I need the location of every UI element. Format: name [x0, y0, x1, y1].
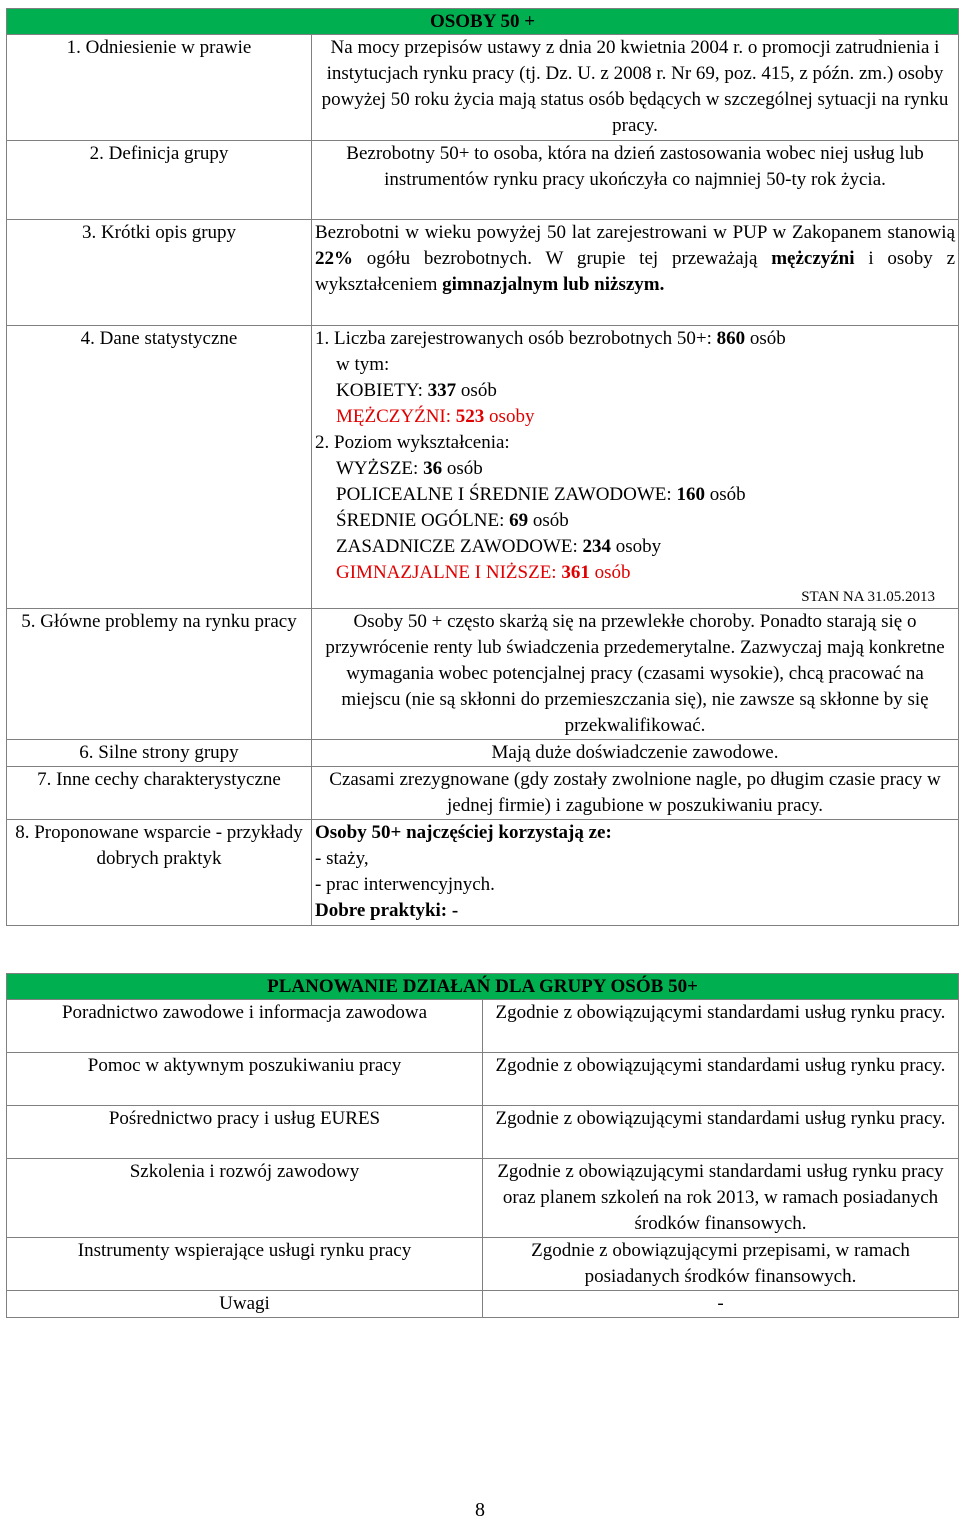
plan-label-eures: Pośrednictwo pracy i usług EURES: [7, 1106, 483, 1159]
plan-text-job-search-help: Zgodnie z obowiązującymi standardami usług rynku pracy.: [483, 1053, 959, 1106]
education-highlight: gimnazjalnym lub niższym.: [442, 274, 665, 295]
planning-title: PLANOWANIE DZIAŁAŃ DLA GRUPY OSÓB 50+: [7, 974, 959, 1000]
section-title: OSOBY 50 +: [7, 9, 959, 35]
support-heading: Osoby 50+ najczęściej korzystają ze:: [315, 822, 612, 843]
w-tym-label: w tym:: [336, 354, 390, 375]
edu-row-post-secondary: POLICEALNE I ŚREDNIE ZAWODOWE: 160 osób: [336, 484, 746, 505]
plan-label-career-counselling: Poradnictwo zawodowe i informacja zawodowa: [7, 1000, 483, 1053]
row-label-strengths: 6. Silne strony grupy: [7, 740, 312, 767]
page-number: 8: [475, 1499, 485, 1521]
other-traits-text: Czasami zrezygnowane (gdy zostały zwolnione nagle, po długim czasie pracy w jednej firmie) i zagubione w poszukiwaniu pracy.: [312, 767, 959, 820]
plan-label-instruments: Instrumenty wspierające usługi rynku pracy: [7, 1238, 483, 1291]
row-label-group-description: 3. Krótki opis grupy: [7, 220, 312, 326]
education-header: 2. Poziom wykształcenia:: [315, 432, 510, 453]
edu-row-lower-secondary: GIMNAZJALNE I NIŻSZE: 361 osób: [336, 562, 631, 583]
men-highlight: mężczyźni: [771, 248, 855, 269]
row-label-group-definition: 2. Definicja grupy: [7, 141, 312, 220]
statistics-cell: [312, 326, 959, 609]
legal-basis-text: Na mocy przepisów ustawy z dnia 20 kwietnia 2004 r. o promocji zatrudnienia i instytucjach rynku pracy (tj. Dz. U. z 2008 r. Nr 69, poz. 415, z późn. zm.) osoby powyżej 50 roku życia mają status osób będących w szczególnej sytuacji na rynku pracy.: [312, 35, 959, 141]
good-practices: Dobre praktyki: -: [315, 900, 459, 921]
edu-row-general-secondary: ŚREDNIE OGÓLNE: 69 osób: [336, 510, 569, 531]
plan-text-instruments: Zgodnie z obowiązującymi przepisami, w ramach posiadanych środków finansowych.: [483, 1238, 959, 1291]
edu-row-higher: WYŻSZE: 36 osób: [336, 458, 483, 479]
men-count: MĘŻCZYŹNI: 523 osoby: [336, 406, 535, 427]
percentage-value: 22%: [315, 248, 353, 269]
status-date: STAN NA 31.05.2013: [801, 589, 936, 605]
plan-label-training: Szkolenia i rozwój zawodowy: [7, 1159, 483, 1238]
support-item-intervention-work: - prac interwencyjnych.: [315, 874, 495, 895]
plan-label-job-search-help: Pomoc w aktywnym poszukiwaniu pracy: [7, 1053, 483, 1106]
row-label-main-problems: 5. Główne problemy na rynku pracy: [7, 609, 312, 740]
group-profile-table: [6, 8, 959, 926]
strengths-text: Mają duże doświadczenie zawodowe.: [312, 740, 959, 767]
support-item-internships: - staży,: [315, 848, 369, 869]
plan-label-remarks: Uwagi: [7, 1291, 483, 1318]
proposed-support-cell: [312, 820, 959, 926]
plan-text-training: Zgodnie z obowiązującymi standardami usług rynku pracy oraz planem szkoleń na rok 2013, w ramach posiadanych środków finansowych.: [483, 1159, 959, 1238]
women-count: KOBIETY: 337 osób: [336, 380, 497, 401]
row-label-statistics: 4. Dane statystyczne: [7, 326, 312, 609]
plan-text-eures: Zgodnie z obowiązującymi standardami usług rynku pracy.: [483, 1106, 959, 1159]
registered-total: 1. Liczba zarejestrowanych osób bezrobotnych 50+: 860 osób: [315, 328, 786, 349]
group-description-text: Bezrobotni w wieku powyżej 50 lat zarejestrowani w PUP w Zakopanem stanowią 22% ogółu bezrobotnych. W grupie tej przeważają mężczyźni i osoby z wykształceniem gimnazjalnym lub niższym.: [312, 220, 959, 326]
row-label-proposed-support: 8. Proponowane wsparcie - przykłady dobrych praktyk: [7, 820, 312, 926]
row-label-other-traits: 7. Inne cechy charakterystyczne: [7, 767, 312, 820]
row-label-legal-basis: 1. Odniesienie w prawie: [7, 35, 312, 141]
edu-row-vocational: ZASADNICZE ZAWODOWE: 234 osoby: [336, 536, 662, 557]
action-planning-table: [6, 973, 959, 1318]
group-definition-text: Bezrobotny 50+ to osoba, która na dzień zastosowania wobec niej usług lub instrumentów rynku pracy ukończyła co najmniej 50-ty rok życia.: [312, 141, 959, 220]
plan-text-remarks: -: [483, 1291, 959, 1318]
plan-text-career-counselling: Zgodnie z obowiązującymi standardami usług rynku pracy.: [483, 1000, 959, 1053]
main-problems-text: Osoby 50 + często skarżą się na przewlekłe choroby. Ponadto starają się o przywrócenie renty lub świadczenia przedemerytalne. Zazwyczaj mają konkretne wymagania wobec potencjalnej pracy (czasami wysokie), chcą pracować na miejscu (nie są skłonni do przemieszczania się), nie zawsze są skłonne by się przekwalifikować.: [312, 609, 959, 740]
